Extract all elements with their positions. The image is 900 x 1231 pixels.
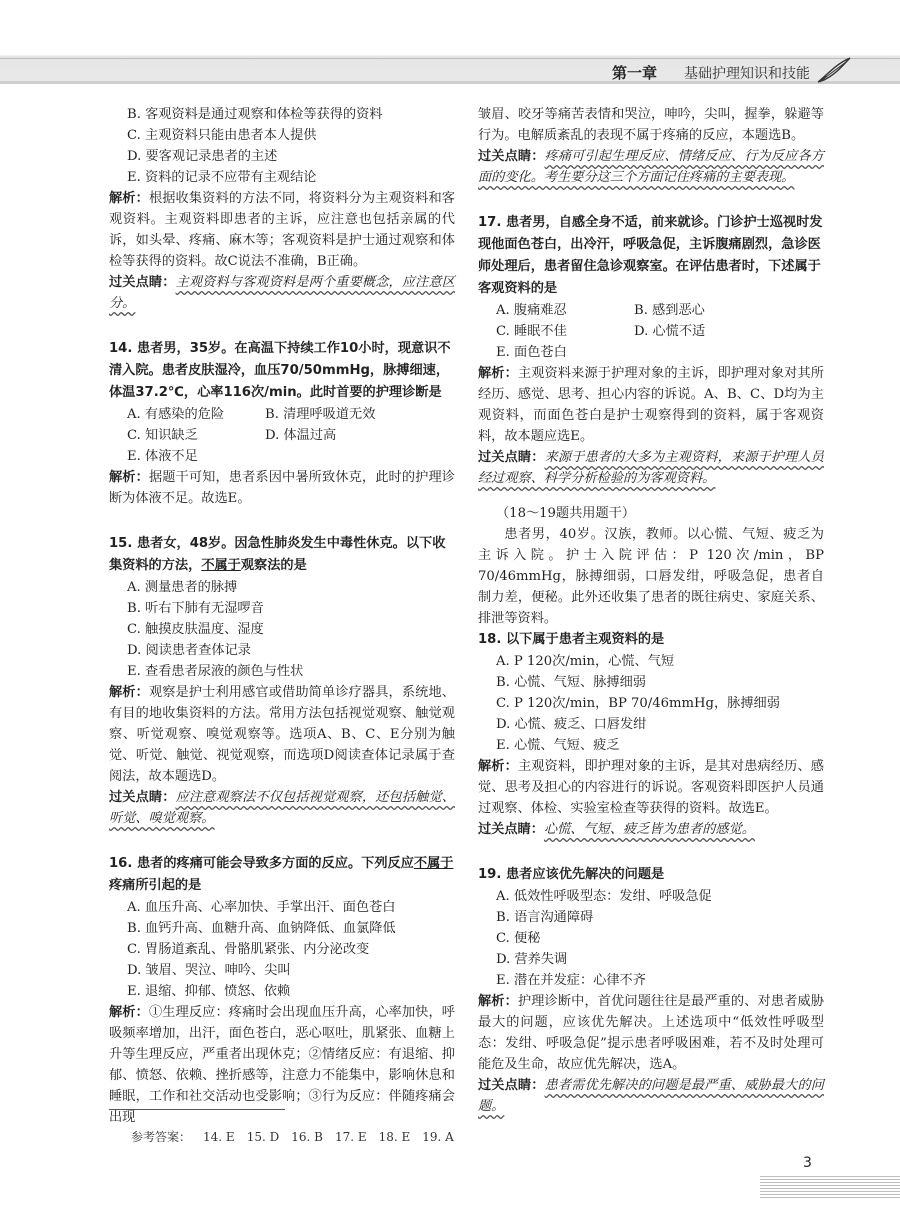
q14-option-a: A. 有感染的危险 xyxy=(127,407,225,422)
analysis-label: 解析： xyxy=(109,1005,149,1020)
q17-stem: 17. 患者男，自感全身不适，前来就诊。门诊护士巡视时发现他面色苍白，出冷汗，呼吸急促，主诉腹痛剧烈，急诊医师处理后，患者留住急诊观察室。在评估患者时，下述属于客观资料的是 xyxy=(478,215,823,296)
reference-answers xyxy=(131,1128,466,1145)
q17-tip xyxy=(478,447,824,489)
q13-option-b: B. 客观资料是通过观察和体检等获得的资料 xyxy=(127,107,383,122)
q13-option-d: D. 要客观记录患者的主述 xyxy=(127,149,278,164)
q14-stem: 14. 患者男，35岁。在高温下持续工作10小时，现意识不清入院。患者皮肤湿冷，血压70/50mmHg，脉搏细速，体温37.2℃，心率116次/min。此时首要的护理诊断是 xyxy=(109,341,451,400)
q16-tip-text: 疼痛可引起生理反应、情绪反应、行为反应各方面的变化。考生要分这三个方面记住疼痛的主要表现。 xyxy=(478,149,824,185)
q15-stem xyxy=(109,533,455,577)
q13-option-c: C. 主观资料只能由患者本人提供 xyxy=(127,128,317,143)
q14-analysis xyxy=(109,467,455,509)
q15-option-d: D. 阅读患者查体记录 xyxy=(127,643,251,658)
q14-option-c: C. 知识缺乏 xyxy=(127,428,198,443)
q18-option-b: B. 心慌、气短、脉搏细弱 xyxy=(496,675,646,690)
q15-option-a: A. 测量患者的脉搏 xyxy=(127,580,238,595)
q19-option-b: B. 语言沟通障碍 xyxy=(496,910,594,925)
page-number: 3 xyxy=(803,1155,812,1171)
q15-stem-underlined: 不属于 xyxy=(201,558,241,573)
tip-label: 过关点睛： xyxy=(478,822,544,837)
q13-analysis xyxy=(109,188,455,272)
q15-analysis xyxy=(109,682,455,787)
q17-tip-text: 来源于患者的大多为主观资料，来源于护理人员经过观察、科学分析检验的为客观资料。 xyxy=(478,450,824,486)
q13-tip-text: 主观资料与客观资料是两个重要概念，应注意区分。 xyxy=(109,275,455,311)
q15-option-e: E. 查看患者尿液的颜色与性状 xyxy=(127,664,304,679)
q18-option-d: D. 心慌、疲乏、口唇发绀 xyxy=(496,717,647,732)
analysis-label: 解析： xyxy=(109,685,149,700)
q19-option-c: C. 便秘 xyxy=(496,931,541,946)
q18-option-a: A. P 120次/min，心慌、气短 xyxy=(496,654,675,669)
footnote-divider xyxy=(109,1109,285,1110)
tip-label: 过关点睛： xyxy=(478,1078,545,1093)
q18-option-e: E. 心慌、气短、疲乏 xyxy=(496,738,620,753)
feather-logo-icon xyxy=(816,56,882,84)
q18-analysis-text: 主观资料，即护理对象的主诉，是其对患病经历、感觉、思考及担心的内容进行的诉说。客观资料即医护人员通过观察、体检、实验室检查等获得的资料。故选E。 xyxy=(478,759,824,816)
answer-item: 16. B xyxy=(291,1130,323,1144)
left-column xyxy=(109,104,455,1128)
q15-option-c: C. 触摸皮肤温度、湿度 xyxy=(127,622,264,637)
answer-item: 14. E xyxy=(203,1130,235,1144)
q18-stem: 18. 以下属于患者主观资料的是 xyxy=(478,632,665,647)
q19-option-d: D. 营养失调 xyxy=(496,952,568,967)
q19-tip xyxy=(478,1075,824,1117)
q19-option-a: A. 低效性呼吸型态：发绀、呼吸急促 xyxy=(496,889,712,904)
q17-analysis xyxy=(478,363,824,447)
q15-option-b: B. 听右下肺有无湿啰音 xyxy=(127,601,264,616)
answer-item: 17. E xyxy=(334,1130,367,1144)
q13-analysis-text: 根据收集资料的方法不同，将资料分为主观资料和客观资料。主观资料即患者的主诉，应注意也包括亲属的代诉，如头晕、疼痛、麻木等；客观资料是护士通过观察和体检等获得的资料。故C说法不准确，B正确。 xyxy=(109,191,455,269)
q16-tip xyxy=(478,146,824,188)
q16-option-e: E. 退缩、抑郁、愤怒、依赖 xyxy=(127,984,291,999)
q15-tip xyxy=(109,787,455,829)
header-divider xyxy=(0,58,900,59)
answer-item: 15. D xyxy=(246,1130,280,1144)
q17-option-d: D. 心慌不适 xyxy=(634,324,706,339)
shared-stem: 患者男，40岁。汉族，教师。以心慌、气短、疲乏为主诉入院。护士入院评估：P 120次/min，BP 70/46mmHg，脉搏细弱，口唇发绀，呼吸急促，患者自制力差，便秘。此外还收集了患者的既往病史、家庭关系、排泄等资料。 xyxy=(478,527,824,626)
q16-stem-b: 疼痛所引起的是 xyxy=(109,878,202,893)
q16-stem-underlined: 不属于 xyxy=(413,856,454,871)
analysis-label: 解析： xyxy=(478,994,518,1009)
q16-option-b: B. 血钙升高、血糖升高、血钠降低、血氯降低 xyxy=(127,921,396,936)
answer-item: 19. A xyxy=(422,1130,454,1144)
q16-option-a: A. 血压升高、心率加快、手掌出汗、面色苍白 xyxy=(127,900,396,915)
q16-option-c: C. 胃肠道紊乱、骨骼肌紧张、内分泌改变 xyxy=(127,942,370,957)
q16-analysis-text: ①生理反应：疼痛时会出现血压升高，心率加快，呼吸频率增加，出汗，面色苍白，恶心呕吐，肌紧张、血糖上升等生理反应，严重者出现休克；②情绪反应：有退缩、抑郁、愤怒、依赖、挫折感等，注意力不能集中，影响休息和睡眠，工作和社交活动也受影响；③行为反应：伴随疼痛会出现 xyxy=(109,1005,455,1125)
tip-label: 过关点睛： xyxy=(478,450,545,465)
q14-options-row-1 xyxy=(109,404,455,425)
q19-analysis xyxy=(478,991,824,1075)
q13-option-e: E. 资料的记录不应带有主观结论 xyxy=(127,170,317,185)
q14-option-b: B. 清理呼吸道无效 xyxy=(265,407,376,422)
page-corner-stripes xyxy=(760,1176,900,1198)
q19-stem: 19. 患者应该优先解决的问题是 xyxy=(478,867,665,882)
tip-label: 过关点睛： xyxy=(478,149,545,164)
answers-label: 参考答案： xyxy=(131,1130,192,1144)
right-column xyxy=(478,104,824,1117)
q19-tip-text: 患者需优先解决的问题是最严重、威胁最大的问题。 xyxy=(478,1078,824,1114)
q16-analysis-continued: 皱眉、咬牙等痛苦表情和哭泣，呻吟，尖叫，握拳，躲避等行为。电解质紊乱的表现不属于疼痛的反应，本题选B。 xyxy=(478,107,824,143)
q18-analysis xyxy=(478,756,824,819)
q17-option-a: A. 腹痛难忍 xyxy=(496,303,567,318)
q17-options-row-1 xyxy=(478,300,824,321)
analysis-label: 解析： xyxy=(478,759,518,774)
shared-stem-heading: （18～19题共用题干） xyxy=(496,506,636,521)
q16-stem xyxy=(109,853,455,897)
analysis-label: 解析： xyxy=(109,470,149,485)
q14-analysis-text: 据题干可知，患者系因中暑所致休克，此时的护理诊断为体液不足。故选E。 xyxy=(109,470,455,506)
q17-options-row-2 xyxy=(478,321,824,342)
q15-analysis-text: 观察是护士利用感官或借助简单诊疗器具，系统地、有目的地收集资料的方法。常用方法包括视觉观察、触觉观察、听觉观察、嗅觉观察等。选项A、B、C、E分别为触觉、听觉、触觉、视觉观察，而选项D阅读查体记录属于查阅法，故本题选D。 xyxy=(109,685,455,784)
q19-analysis-text: 护理诊断中，首优问题往往是最严重的、对患者威胁最大的问题，应该优先解决。上述选项中“低效性呼吸型态：发绀、呼吸急促”提示患者呼吸困难，若不及时处理可能危及生命，故应优先解决，选A。 xyxy=(478,994,824,1072)
tip-label: 过关点睛： xyxy=(109,790,176,805)
q16-option-d: D. 皱眉、哭泣、呻吟、尖叫 xyxy=(127,963,291,978)
q14-option-d: D. 体温过高 xyxy=(265,428,337,443)
answer-item: 18. E xyxy=(378,1130,411,1144)
q17-option-c: C. 睡眠不佳 xyxy=(496,324,567,339)
q19-option-e: E. 潜在并发症：心律不齐 xyxy=(496,973,646,988)
q17-option-b: B. 感到恶心 xyxy=(634,303,705,318)
q16-stem-a: 16. 患者的疼痛可能会导致多方面的反应。下列反应 xyxy=(109,856,414,871)
analysis-label: 解析： xyxy=(109,191,149,206)
tip-label: 过关点睛： xyxy=(109,275,176,290)
chapter-title: 基础护理知识和技能 xyxy=(684,66,810,82)
q18-tip-text: 心慌、气短、疲乏皆为患者的感觉。 xyxy=(543,822,755,837)
q15-stem-b: 观察法的是 xyxy=(240,558,307,573)
q18-option-c: C. P 120次/min，BP 70/46mmHg，脉搏细弱 xyxy=(496,696,780,711)
q15-stem-a: 15. 患者女，48岁。因急性肺炎发生中毒性休克。以下收集资料的方法， xyxy=(109,536,446,573)
q14-options-row-2 xyxy=(109,425,455,446)
q18-tip xyxy=(478,819,824,840)
q14-option-e: E. 体液不足 xyxy=(127,449,198,464)
q15-tip-text: 应注意观察法不仅包括视觉观察，还包括触觉、听觉、嗅觉观察。 xyxy=(109,790,455,826)
q13-tip xyxy=(109,272,455,314)
q17-analysis-text: 主观资料来源于护理对象的主诉，即护理对象对其所经历、感觉、思考、担心内容的诉说。A、B、C、D均为主观资料，而面色苍白是护士观察得到的资料，属于客观资料，故本题应选E。 xyxy=(478,366,824,444)
chapter-label: 第一章 xyxy=(612,64,658,82)
q17-option-e: E. 面色苍白 xyxy=(496,345,567,360)
analysis-label: 解析： xyxy=(478,366,518,381)
